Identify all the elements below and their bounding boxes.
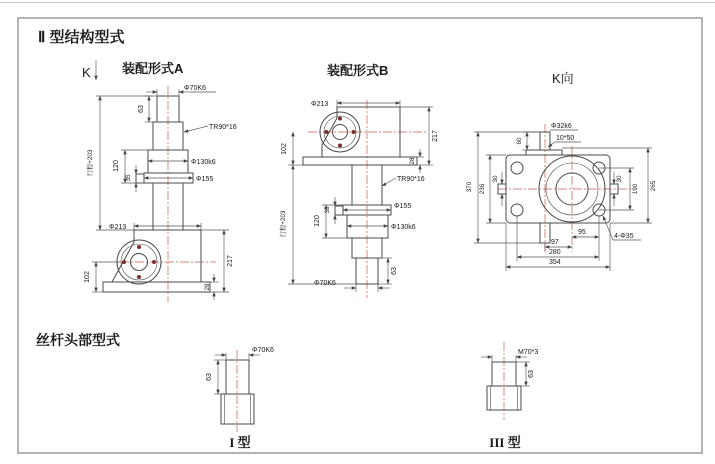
dim-label: 354 — [549, 259, 561, 266]
dim-label: 行程+203 — [280, 210, 287, 238]
dim-label: TR90*16 — [209, 124, 237, 131]
dim-label: Φ155 — [394, 203, 412, 210]
section1-title: Ⅱ 型结构型式 — [38, 29, 125, 46]
type3-label: III 型 — [489, 435, 521, 450]
dim-label: Φ70K6 — [252, 347, 274, 354]
dim-label: 280 — [549, 249, 561, 256]
dim-label: 28 — [204, 283, 211, 291]
dim-label: 97 — [551, 239, 559, 246]
dim-label: 30 — [616, 175, 623, 183]
dim-label: 265 — [650, 180, 657, 192]
dim-label: 63 — [206, 373, 213, 381]
dim-label: 217 — [432, 130, 439, 142]
dim-label: 217 — [227, 255, 234, 267]
dim-label: Φ32k6 — [551, 123, 572, 130]
dim-label: Φ130k6 — [391, 224, 416, 231]
dim-label: 4-Φ35 — [614, 233, 634, 240]
dim-label: 10*50 — [556, 135, 575, 142]
dim-label: 30 — [492, 175, 499, 183]
dim-label: 28 — [409, 157, 416, 165]
dim-label: 120 — [113, 160, 120, 172]
dim-label: 236 — [479, 183, 486, 195]
page-top-rule — [0, 2, 715, 3]
dim-label: 95 — [578, 229, 586, 236]
k-view-title: K向 — [552, 71, 574, 86]
dim-label: 63 — [528, 370, 535, 378]
dim-label: Φ130k6 — [191, 159, 216, 166]
dim-label: Φ70K6 — [314, 280, 336, 287]
dim-label: 行程+203 — [87, 149, 94, 177]
dim-label: 35 — [324, 206, 331, 214]
dim-label: Φ70K6 — [184, 85, 206, 92]
dim-label: Φ155 — [196, 176, 214, 183]
dim-label: M70*3 — [518, 349, 539, 356]
dim-label: 370 — [466, 181, 473, 193]
k-arrow-letter: K — [82, 65, 91, 80]
dim-label: 120 — [314, 215, 321, 227]
dim-label: 35 — [125, 174, 132, 182]
dim-label: 63 — [391, 267, 398, 275]
assembly-b-title: 装配形式B — [327, 63, 389, 78]
assembly-a-title: 装配形式A — [122, 61, 184, 76]
dim-label: 60 — [516, 137, 523, 145]
dim-label: Φ213 — [311, 101, 329, 108]
dim-label: 102 — [84, 271, 91, 283]
dim-label: TR90*16 — [397, 176, 425, 183]
dim-label: 190 — [632, 183, 639, 195]
dim-label: 63 — [138, 105, 145, 113]
dim-label: 102 — [281, 143, 288, 155]
page-frame — [17, 17, 703, 454]
dim-label: Φ213 — [109, 224, 127, 231]
type1-label: I 型 — [229, 435, 251, 450]
section2-title: 丝杆头部型式 — [36, 332, 120, 348]
